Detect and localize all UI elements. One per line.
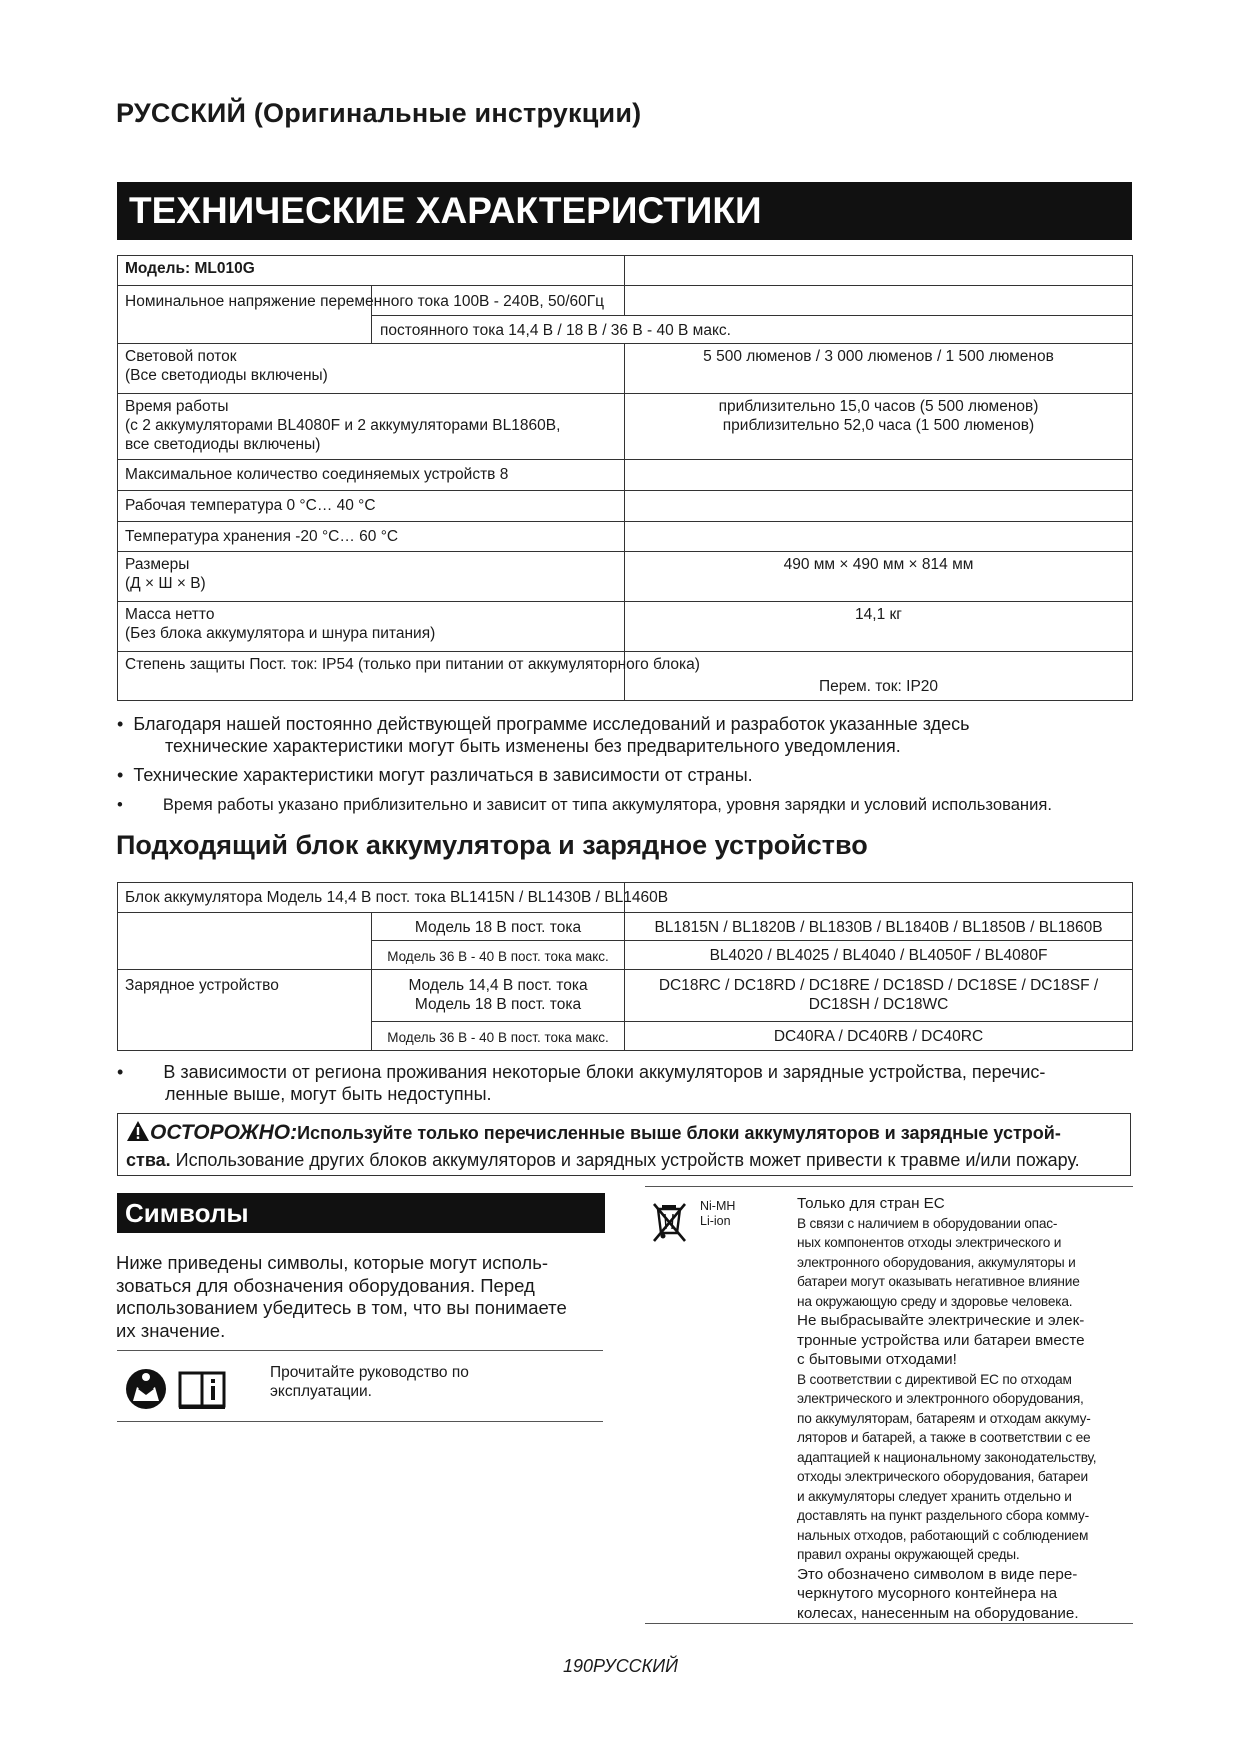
symbols-intro: Ниже приведены символы, которые могут исполь- зоваться для обозначения оборудования. Перед использованием убедитесь в том, что вы понимаете их значение. — [116, 1252, 567, 1341]
net-mass-value: 14,1 кг — [625, 602, 1133, 652]
charger-label: Зарядное устройство — [118, 970, 372, 1022]
empty-cell — [625, 883, 1133, 913]
storage-temperature: Температура хранения -20 °C… 60 °C — [118, 522, 625, 552]
warning-label: ОСТОРОЖНО: — [150, 1121, 298, 1144]
read-manual-text: Прочитайте руководство по эксплуатации. — [270, 1364, 469, 1400]
bin-labels: Ni-MH Li-ion — [700, 1199, 736, 1228]
runtime-label: Время работы (с 2 аккумуляторами BL4080F и 2 аккумуляторами BL1860B, все светодиоды включены) — [118, 394, 625, 460]
divider — [645, 1623, 1133, 1624]
spec-note-2: • Технические характеристики могут различаться в зависимости от страны. — [117, 765, 753, 785]
warning-bold-text-cont: ства. — [126, 1150, 171, 1170]
language-title: РУССКИЙ (Оригинальные инструкции) — [116, 98, 642, 128]
battery-model-36: Модель 36 В - 40 В пост. тока макс. — [372, 941, 625, 970]
crossed-bin-icon — [651, 1200, 689, 1249]
empty-cell — [118, 913, 372, 941]
read-manual-icon — [124, 1367, 228, 1416]
runtime-value: приблизительно 15,0 часов (5 500 люменов) приблизительно 52,0 часа (1 500 люменов) — [625, 394, 1133, 460]
model-cell: Модель: ML010G — [118, 256, 625, 286]
battery-list-18: BL1815N / BL1820B / BL1830B / BL1840B / BL1850B / BL1860B — [625, 913, 1133, 941]
divider — [117, 1350, 603, 1351]
bullet-icon: • — [117, 795, 123, 814]
region-note: • В зависимости от региона проживания некоторые блоки аккумуляторов и зарядные устройства, перечис- ленные выше, могут быть недоступны. — [117, 1062, 1046, 1104]
luminous-flux-label: Световой поток (Все светодиоды включены) — [118, 344, 625, 394]
voltage-label: Номинальное напряжение переменного тока 100В - 240В, 50/60Гц — [118, 286, 372, 316]
charger-list: DC18RC / DC18RD / DC18RE / DC18SD / DC18SE / DC18SF / DC18SH / DC18WC — [625, 970, 1133, 1022]
warning-triangle-icon — [126, 1120, 150, 1148]
spec-note-1: • Благодаря нашей постоянно действующей программе исследований и разработок указанные здесь технические характеристики могут быть изменены без предварительного уведомления. — [117, 714, 970, 756]
dimensions-label: Размеры (Д × Ш × В) — [118, 552, 625, 602]
page-footer: 190РУССКИЙ — [562, 1656, 679, 1676]
bullet-icon: • — [117, 765, 124, 785]
battery-list-36: BL4020 / BL4025 / BL4040 / BL4050F / BL4080F — [625, 941, 1133, 970]
divider — [645, 1186, 1133, 1187]
operating-temperature: Рабочая температура 0 °C… 40 °C — [118, 491, 625, 522]
voltage-dc-value: постоянного тока 14,4 В / 18 В / 36 В - 40 В макс. — [372, 316, 1133, 344]
empty-cell — [118, 1022, 372, 1051]
protection-label: Степень защиты Пост. ток: IP54 (только при питании от аккумуляторного блока) — [118, 652, 625, 701]
warning-bold-text: Используйте только перечисленные выше блоки аккумуляторов и зарядные устрой- — [297, 1123, 1061, 1143]
eu-disposal-text: Только для стран ЕС В связи с наличием в оборудовании опас- ных компонентов отходы электрического и электронного оборудования, аккумуляторы и батареи могут оказывать негативное влияние на окружающую среду и здоровье человека. Не выбрасывайте электрические и элек- тронные устройства или батареи вместе с бытовыми отходами! В соответствии с директивой ЕС по отходам электрического и электронного оборудования, по аккумуляторам, батареям и отходам аккуму- ляторов и батарей, а также в соответствии с ее адаптацией к национальному законодательству, отходы электрического оборудования, батареи и аккумуляторы следует хранить отдельно и доставлять на пункт раздельного сбора комму- нальных отходов, работающий с соблюдением правил охраны окружающей среды. Это обозначено символом в виде пере- черкнутого мусорного контейнера на колесах, нанесенным на оборудование. — [797, 1195, 1097, 1622]
empty-cell — [625, 256, 1133, 286]
specifications-table — [117, 255, 1133, 701]
divider — [117, 1421, 603, 1422]
battery-line: Блок аккумулятора Модель 14,4 В пост. тока BL1415N / BL1430B / BL1460B — [118, 883, 625, 913]
warning-text: Использование других блоков аккумуляторов и зарядных устройств может привести к травме и/или пожару. — [170, 1150, 1080, 1170]
spec-note-3: • Время работы указано приблизительно и зависит от типа аккумулятора, уровня зарядки и условий использования. — [117, 795, 1052, 814]
charger-models: Модель 14,4 В пост. тока Модель 18 В пост. тока — [372, 970, 625, 1022]
empty-cell — [118, 316, 372, 344]
empty-cell — [625, 491, 1133, 522]
voltage-ac-value: переменного тока 100В - 240В, 50/60Гц — [320, 293, 605, 310]
charger-model-36: Модель 36 В - 40 В пост. тока макс. — [372, 1022, 625, 1051]
battery-model-18: Модель 18 В пост. тока — [372, 913, 625, 941]
luminous-flux-value: 5 500 люменов / 3 000 люменов / 1 500 люменов — [625, 344, 1133, 394]
empty-cell — [625, 460, 1133, 491]
protection-ac-value: Перем. ток: IP20 — [625, 652, 1133, 701]
warning-box — [117, 1113, 1131, 1176]
dimensions-value: 490 мм × 490 мм × 814 мм — [625, 552, 1133, 602]
battery-heading: Подходящий блок аккумулятора и зарядное устройство — [116, 830, 868, 860]
net-mass-label: Масса нетто (Без блока аккумулятора и шнура питания) — [118, 602, 625, 652]
max-devices: Максимальное количество соединяемых устройств 8 — [118, 460, 625, 491]
bullet-icon: • — [117, 714, 124, 734]
empty-cell — [625, 286, 1133, 316]
empty-cell — [118, 941, 372, 970]
specifications-banner: ТЕХНИЧЕСКИЕ ХАРАКТЕРИСТИКИ — [117, 182, 1132, 240]
battery-charger-table — [117, 882, 1133, 1051]
bullet-icon: • — [117, 1062, 124, 1082]
symbols-banner: Символы — [117, 1193, 605, 1233]
charger-list-36: DC40RA / DC40RB / DC40RC — [625, 1022, 1133, 1051]
empty-cell — [625, 522, 1133, 552]
